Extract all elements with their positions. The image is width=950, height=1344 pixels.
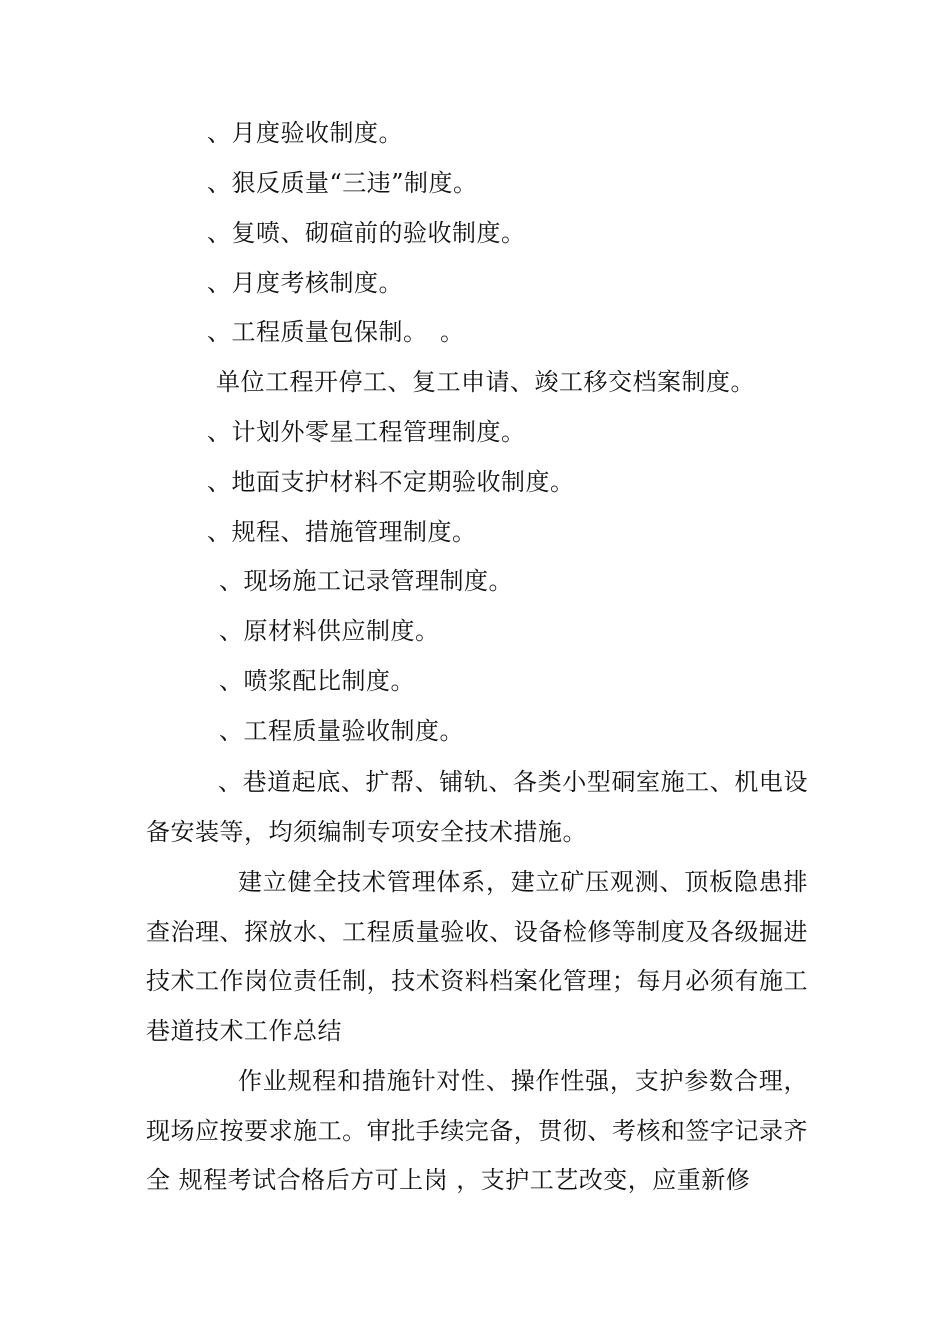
list-item: 、规程、措施管理制度。 xyxy=(207,518,477,546)
list-item: 、复喷、砌碹前的验收制度。 xyxy=(207,219,526,247)
paragraph: 、巷道起底、扩帮、铺轨、各类小型硐室施工、机电设备安装等，均须编制专项安全技术措施。 xyxy=(146,768,808,846)
list-item: 、月度验收制度。 xyxy=(207,119,403,147)
list-item: 、工程质量包保制。 。 xyxy=(207,318,465,346)
list-item: 、工程质量验收制度。 xyxy=(219,717,464,745)
list-item: 单位工程开停工、复工申请、竣工移交档案制度。 xyxy=(216,368,755,396)
list-item: 、喷浆配比制度。 xyxy=(219,667,415,695)
list-item: 、地面支护材料不定期验收制度。 xyxy=(207,468,575,496)
list-item: 、月度考核制度。 xyxy=(207,269,403,297)
paragraph: 作业规程和措施针对性、操作性强，支护参数合理，现场应按要求施工。审批手续完备，贯彻、考核和签字记录齐全 规程考试合格后方可上岗 ，支护工艺改变，应重新修 xyxy=(146,1067,808,1194)
list-item: 、狠反质量“三违”制度。 xyxy=(207,169,478,197)
list-item: 、计划外零星工程管理制度。 xyxy=(207,418,526,446)
list-item: 、原材料供应制度。 xyxy=(219,617,440,645)
list-item: 、现场施工记录管理制度。 xyxy=(219,567,513,595)
paragraph: 建立健全技术管理体系，建立矿压观测、顶板隐患排查治理、探放水、工程质量验收、设备检修等制度及各级掘进技术工作岗位责任制，技术资料档案化管理；每月必须有施工巷道技术工作总结 xyxy=(146,868,808,1045)
